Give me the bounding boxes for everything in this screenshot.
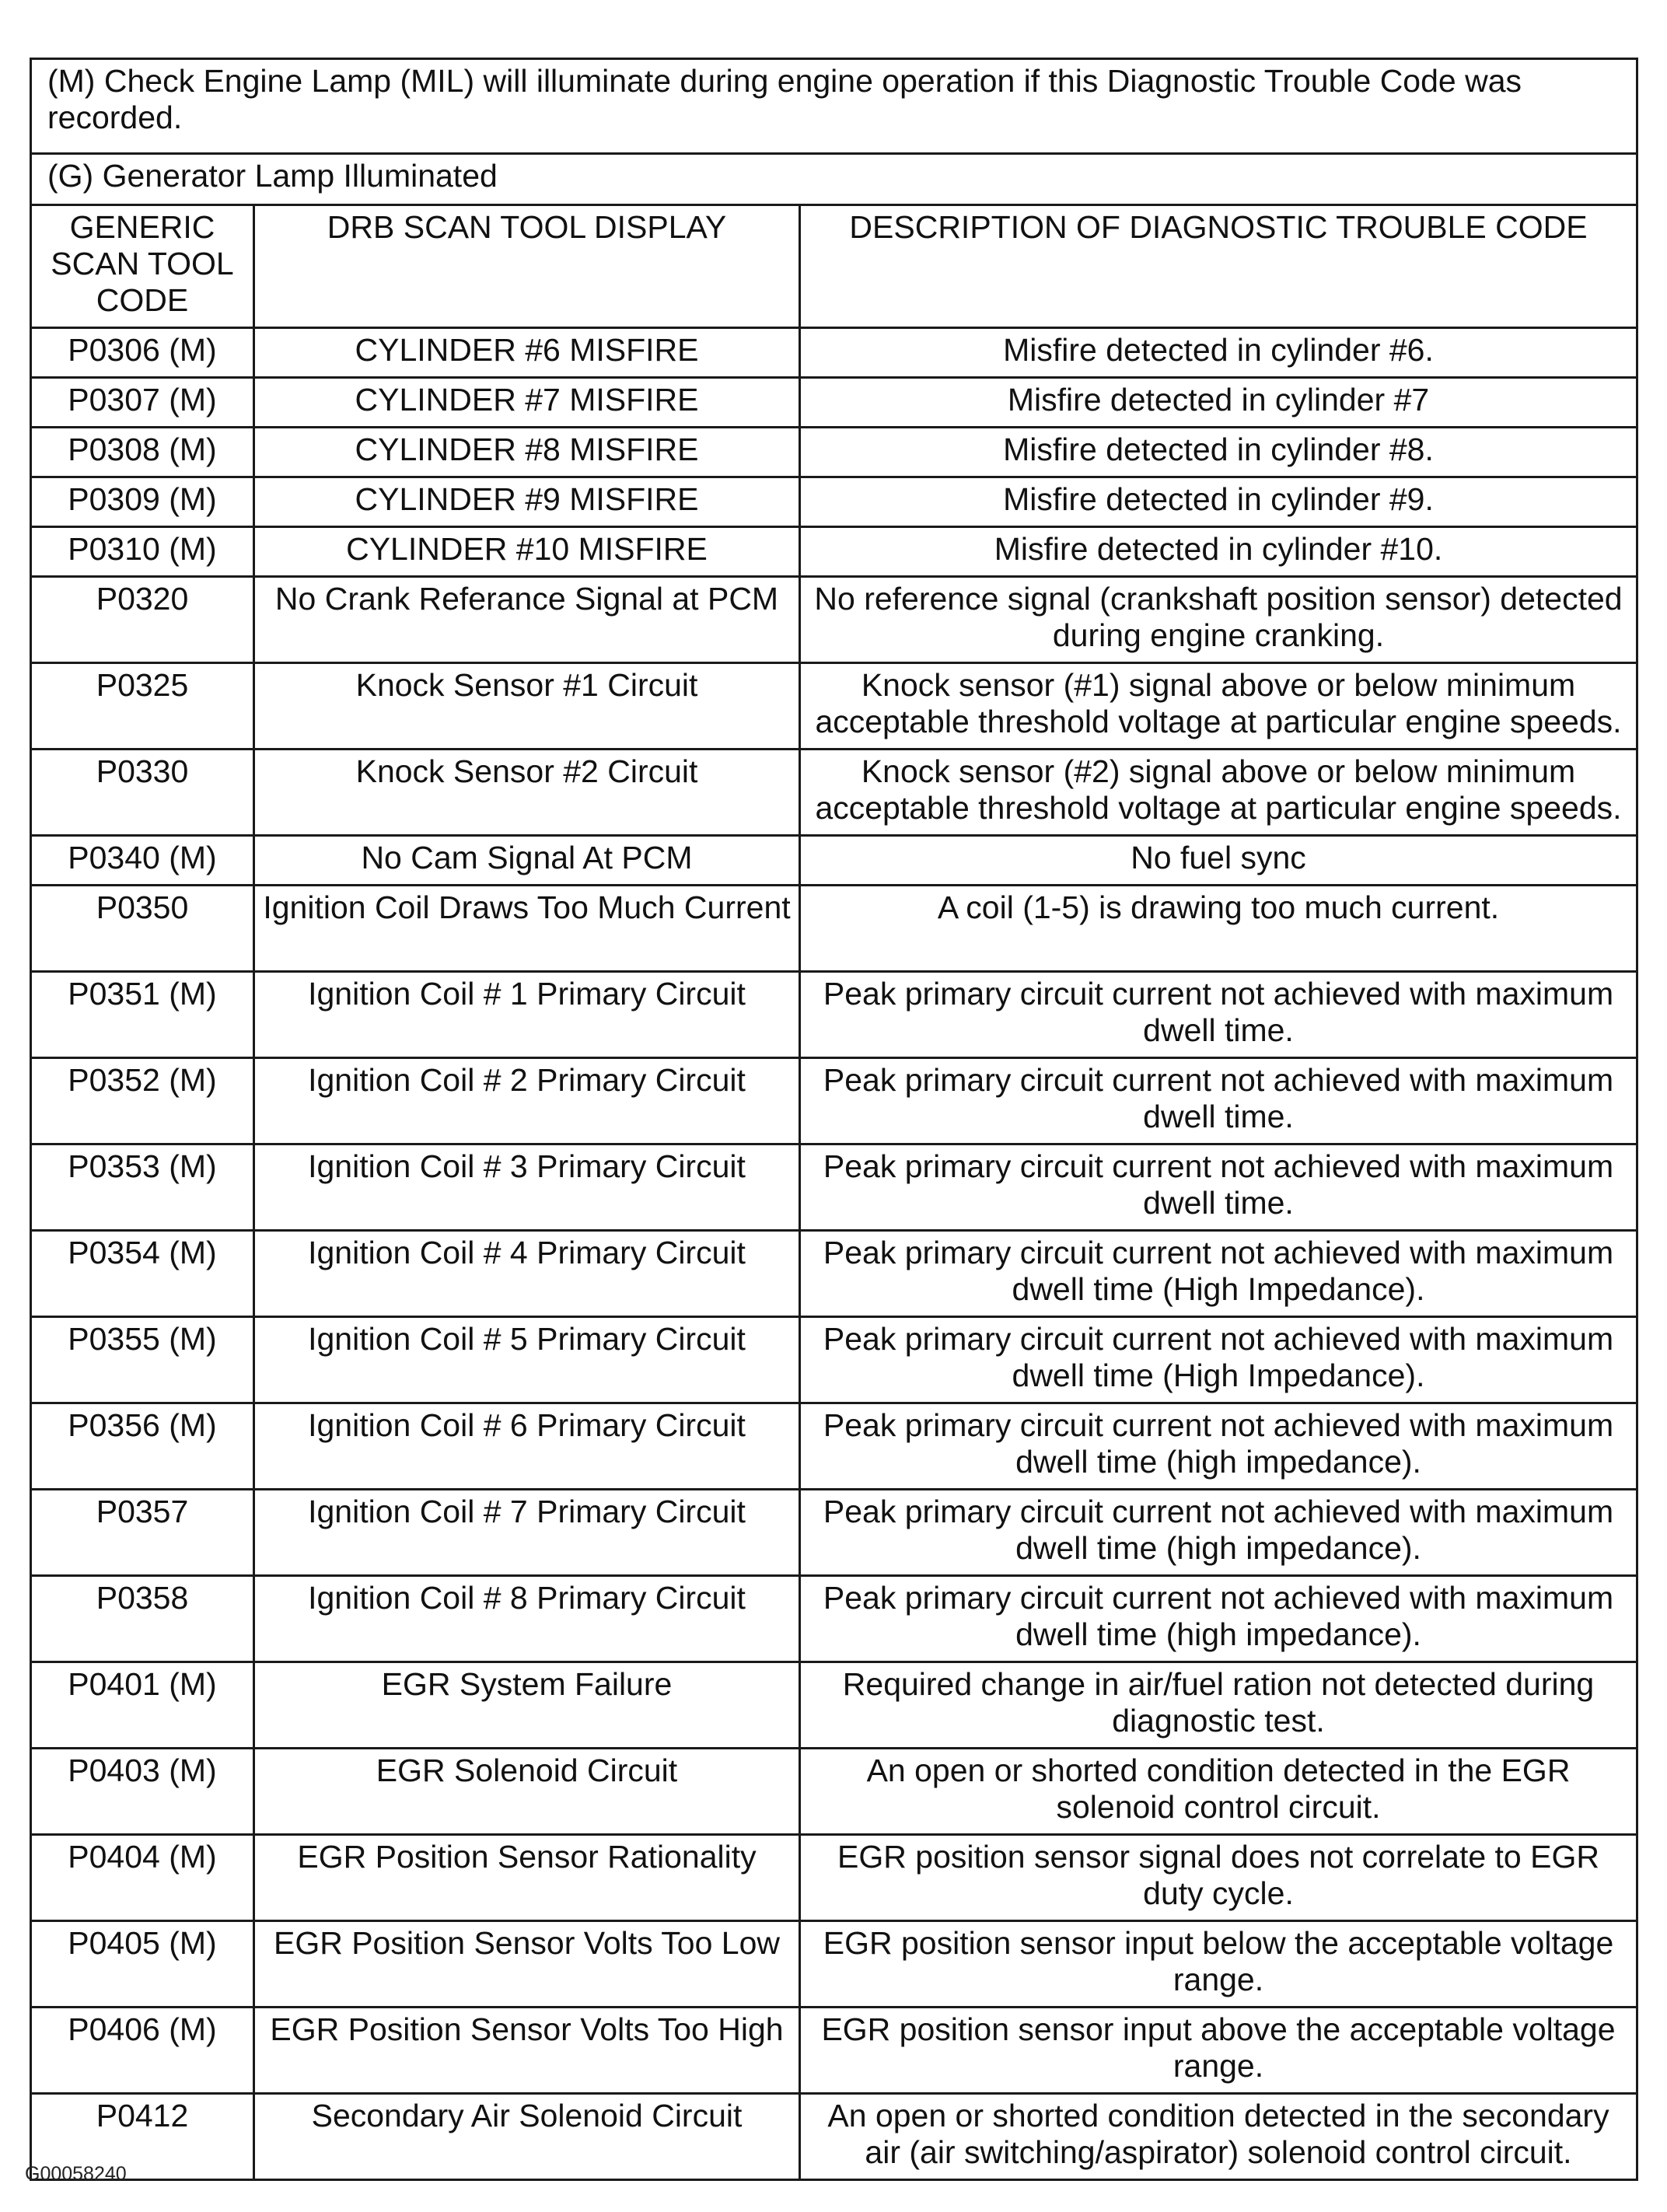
drb-display-cell: EGR Solenoid Circuit — [254, 1749, 800, 1835]
drb-display-cell: Ignition Coil # 7 Primary Circuit — [254, 1490, 800, 1576]
table-row — [31, 2008, 1637, 2094]
description-cell: An open or shorted condition detected in the secondary air (air switching/aspirator) solenoid control circuit. — [800, 2094, 1637, 2180]
code-cell: P0330 — [31, 750, 254, 836]
description-cell: Peak primary circuit current not achieved with maximum dwell time (high impedance). — [800, 1403, 1637, 1490]
code-cell: P0353 (M) — [31, 1144, 254, 1231]
drb-display-cell: Ignition Coil # 8 Primary Circuit — [254, 1576, 800, 1662]
description-cell: Peak primary circuit current not achieved with maximum dwell time (high impedance). — [800, 1490, 1637, 1576]
code-cell: P0403 (M) — [31, 1749, 254, 1835]
code-cell: P0401 (M) — [31, 1662, 254, 1749]
description-cell: No reference signal (crankshaft position sensor) detected during engine cranking. — [800, 577, 1637, 663]
description-cell: Misfire detected in cylinder #9. — [800, 477, 1637, 527]
code-cell: P0356 (M) — [31, 1403, 254, 1490]
description-cell: EGR position sensor input above the acceptable voltage range. — [800, 2008, 1637, 2094]
description-cell: EGR position sensor input below the acceptable voltage range. — [800, 1921, 1637, 2008]
code-cell: P0406 (M) — [31, 2008, 254, 2094]
description-cell: Peak primary circuit current not achieved with maximum dwell time (High Impedance). — [800, 1231, 1637, 1317]
drb-display-cell: CYLINDER #10 MISFIRE — [254, 527, 800, 577]
table-row — [31, 428, 1637, 477]
table-row — [31, 328, 1637, 378]
code-cell: P0309 (M) — [31, 477, 254, 527]
drb-display-cell: CYLINDER #8 MISFIRE — [254, 428, 800, 477]
drb-display-cell: Ignition Coil # 4 Primary Circuit — [254, 1231, 800, 1317]
drb-display-cell: No Cam Signal At PCM — [254, 836, 800, 886]
description-cell: Peak primary circuit current not achieved with maximum dwell time (High Impedance). — [800, 1317, 1637, 1403]
table-row — [31, 378, 1637, 428]
code-cell: P0352 (M) — [31, 1058, 254, 1144]
code-cell: P0307 (M) — [31, 378, 254, 428]
code-cell: P0310 (M) — [31, 527, 254, 577]
code-cell: P0357 — [31, 1490, 254, 1576]
code-cell: P0340 (M) — [31, 836, 254, 886]
drb-display-cell: EGR Position Sensor Volts Too Low — [254, 1921, 800, 2008]
drb-display-cell: Knock Sensor #2 Circuit — [254, 750, 800, 836]
drb-display-cell: Ignition Coil # 1 Primary Circuit — [254, 972, 800, 1058]
table-row — [31, 1662, 1637, 1749]
table-row — [31, 577, 1637, 663]
header-description: DESCRIPTION OF DIAGNOSTIC TROUBLE CODE — [800, 205, 1637, 328]
description-cell: Peak primary circuit current not achieved with maximum dwell time (high impedance). — [800, 1576, 1637, 1662]
description-cell: Misfire detected in cylinder #7 — [800, 378, 1637, 428]
note-row-generator — [31, 154, 1637, 205]
drb-display-cell: CYLINDER #6 MISFIRE — [254, 328, 800, 378]
table-row — [31, 886, 1637, 972]
table-row — [31, 836, 1637, 886]
header-generic-code: GENERIC SCAN TOOL CODE — [31, 205, 254, 328]
header-row — [31, 205, 1637, 328]
description-cell: Required change in air/fuel ration not detected during diagnostic test. — [800, 1662, 1637, 1749]
table-row — [31, 2094, 1637, 2180]
table-row — [31, 663, 1637, 750]
description-cell: Peak primary circuit current not achieved with maximum dwell time. — [800, 1058, 1637, 1144]
table-row — [31, 477, 1637, 527]
dtc-table-body — [31, 59, 1637, 2180]
description-cell: Peak primary circuit current not achieved with maximum dwell time. — [800, 1144, 1637, 1231]
drb-display-cell: Ignition Coil Draws Too Much Current — [254, 886, 800, 972]
description-cell: An open or shorted condition detected in the EGR solenoid control circuit. — [800, 1749, 1637, 1835]
description-cell: Misfire detected in cylinder #10. — [800, 527, 1637, 577]
drb-display-cell: Knock Sensor #1 Circuit — [254, 663, 800, 750]
note-mil-lamp: (M) Check Engine Lamp (MIL) will illuminate during engine operation if this Diagnostic Trouble Code was recorded. — [31, 59, 1637, 154]
dtc-table — [30, 58, 1638, 2181]
code-cell: P0358 — [31, 1576, 254, 1662]
figure-id: G00058240 — [25, 2163, 127, 2185]
drb-display-cell: Secondary Air Solenoid Circuit — [254, 2094, 800, 2180]
drb-display-cell: EGR Position Sensor Rationality — [254, 1835, 800, 1921]
drb-display-cell: Ignition Coil # 5 Primary Circuit — [254, 1317, 800, 1403]
code-cell: P0355 (M) — [31, 1317, 254, 1403]
drb-display-cell: EGR System Failure — [254, 1662, 800, 1749]
code-cell: P0351 (M) — [31, 972, 254, 1058]
table-row — [31, 1144, 1637, 1231]
code-cell: P0325 — [31, 663, 254, 750]
table-row — [31, 1921, 1637, 2008]
table-row — [31, 1835, 1637, 1921]
description-cell: Misfire detected in cylinder #6. — [800, 328, 1637, 378]
table-row — [31, 1058, 1637, 1144]
drb-display-cell: Ignition Coil # 6 Primary Circuit — [254, 1403, 800, 1490]
description-cell: Peak primary circuit current not achieved with maximum dwell time. — [800, 972, 1637, 1058]
description-cell: Knock sensor (#1) signal above or below minimum acceptable threshold voltage at particular engine speeds. — [800, 663, 1637, 750]
table-row — [31, 1749, 1637, 1835]
table-row — [31, 1576, 1637, 1662]
drb-display-cell: Ignition Coil # 2 Primary Circuit — [254, 1058, 800, 1144]
description-cell: Knock sensor (#2) signal above or below minimum acceptable threshold voltage at particular engine speeds. — [800, 750, 1637, 836]
drb-display-cell: CYLINDER #7 MISFIRE — [254, 378, 800, 428]
description-cell: Misfire detected in cylinder #8. — [800, 428, 1637, 477]
code-cell: P0350 — [31, 886, 254, 972]
code-cell: P0306 (M) — [31, 328, 254, 378]
drb-display-cell: CYLINDER #9 MISFIRE — [254, 477, 800, 527]
description-cell: EGR position sensor signal does not correlate to EGR duty cycle. — [800, 1835, 1637, 1921]
drb-display-cell: No Crank Referance Signal at PCM — [254, 577, 800, 663]
description-cell: No fuel sync — [800, 836, 1637, 886]
drb-display-cell: Ignition Coil # 3 Primary Circuit — [254, 1144, 800, 1231]
note-row-mil — [31, 59, 1637, 154]
code-cell: P0320 — [31, 577, 254, 663]
header-drb-display: DRB SCAN TOOL DISPLAY — [254, 205, 800, 328]
description-cell: A coil (1-5) is drawing too much current. — [800, 886, 1637, 972]
table-row — [31, 1231, 1637, 1317]
code-cell: P0404 (M) — [31, 1835, 254, 1921]
table-row — [31, 1317, 1637, 1403]
code-cell: P0308 (M) — [31, 428, 254, 477]
table-row — [31, 527, 1637, 577]
drb-display-cell: EGR Position Sensor Volts Too High — [254, 2008, 800, 2094]
code-cell: P0405 (M) — [31, 1921, 254, 2008]
table-row — [31, 750, 1637, 836]
note-generator-lamp: (G) Generator Lamp Illuminated — [31, 154, 1637, 205]
table-row — [31, 1490, 1637, 1576]
table-row — [31, 1403, 1637, 1490]
code-cell: P0412 — [31, 2094, 254, 2180]
table-row — [31, 972, 1637, 1058]
code-cell: P0354 (M) — [31, 1231, 254, 1317]
